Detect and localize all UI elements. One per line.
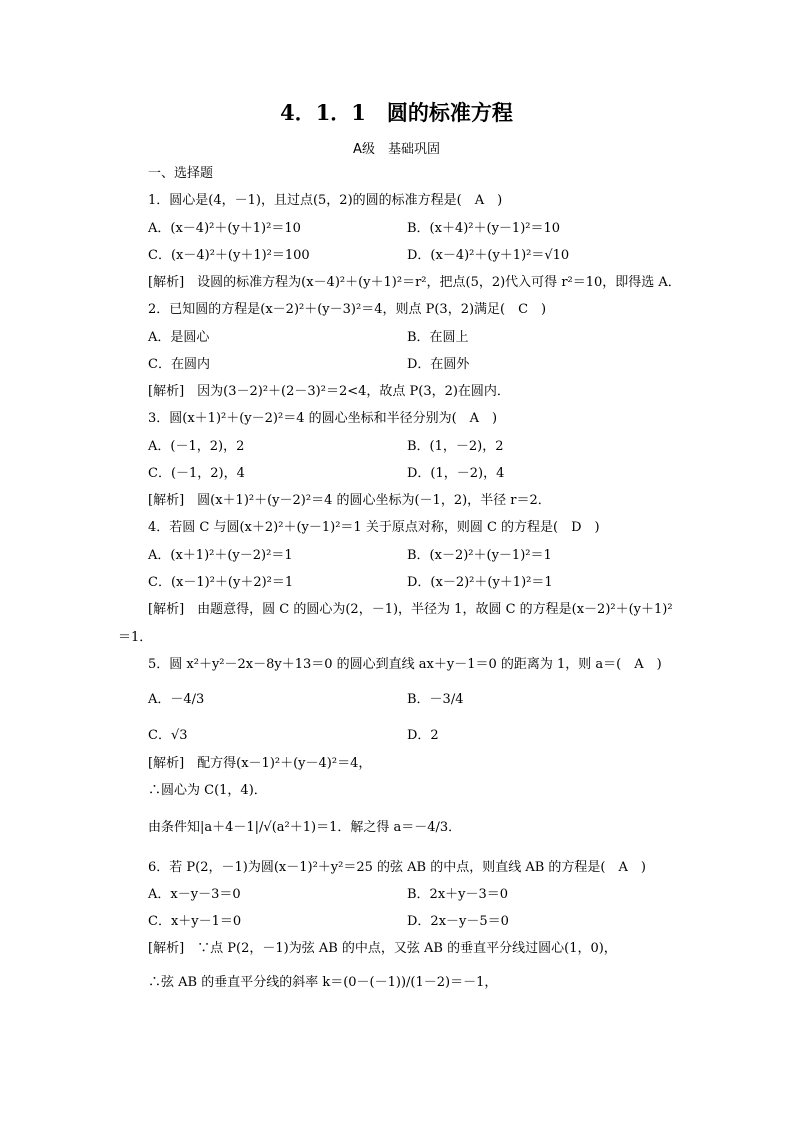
option-4d: D．(x－2)²＋(y＋1)²＝1: [407, 575, 553, 590]
option-2c: C．在圆内: [148, 357, 210, 372]
option-3d: D．(1，－2)，4: [407, 466, 505, 481]
option-4c: C．(x－1)²＋(y＋2)²＝1: [148, 575, 294, 590]
option-6c: C．x＋y－1＝0: [148, 914, 242, 929]
option-1d: D．(x－4)²＋(y＋1)²＝√10: [407, 248, 570, 263]
option-2b: B．在圆上: [407, 330, 469, 345]
page-title: 4．1．1 圆的标准方程: [280, 100, 513, 125]
option-1a: A．(x－4)²＋(y＋1)²＝10: [148, 221, 301, 236]
option-4b: B．(x－2)²＋(y－1)²＝1: [407, 548, 552, 563]
question-4: 4．若圆 C 与圆(x＋2)²＋(y－1)²＝1 关于原点对称，则圆 C 的方程是( D ): [148, 520, 600, 535]
option-6a: A．x－y－3＝0: [148, 887, 241, 902]
solution-5: [解析] 配方得(x－1)²＋(y－4)²＝4，: [148, 756, 372, 771]
level-heading: A级 基础巩固: [353, 142, 440, 157]
solution-1: [解析] 设圆的标准方程为(x－4)²＋(y＋1)²＝r²，把点(5，2)代入可得 r²＝10，即得选 A．: [148, 275, 681, 290]
solution-6-line2: ∴弦 AB 的垂直平分线的斜率 k＝(0－(－1))/(1－2)＝－1，: [148, 975, 498, 990]
option-6b: B．2x＋y－3＝0: [407, 887, 509, 902]
option-2a: A．是圆心: [148, 330, 210, 345]
option-5b: B．－3/4: [407, 692, 464, 707]
solution-4-cont: ＝1．: [118, 630, 153, 645]
option-6d: D．2x－y－5＝0: [407, 914, 509, 929]
solution-2: [解析] 因为(3－2)²＋(2－3)²＝2<4，故点 P(3，2)在圆内．: [148, 384, 510, 399]
option-5a: A．－4/3: [148, 692, 205, 707]
option-1c: C．(x－4)²＋(y＋1)²＝100: [148, 248, 310, 263]
option-4a: A．(x＋1)²＋(y－2)²＝1: [148, 548, 293, 563]
solution-3: [解析] 圆(x＋1)²＋(y－2)²＝4 的圆心坐标为(－1，2)，半径 r＝2．: [148, 493, 551, 508]
option-2d: D．在圆外: [407, 357, 470, 372]
option-5c: C．√3: [148, 728, 188, 743]
option-3b: B．(1，－2)，2: [407, 439, 504, 454]
option-1b: B．(x＋4)²＋(y－1)²＝10: [407, 221, 561, 236]
question-1: 1．圆心是(4，－1)，且过点(5，2)的圆的标准方程是( A ): [148, 193, 503, 208]
option-3c: C．(－1，2)，4: [148, 466, 245, 481]
question-2: 2．已知圆的方程是(x－2)²＋(y－3)²＝4，则点 P(3，2)满足( C ): [148, 302, 547, 317]
question-3: 3．圆(x＋1)²＋(y－2)²＝4 的圆心坐标和半径分别为( A ): [148, 411, 498, 426]
solution-4: [解析] 由题意得，圆 C 的圆心为(2，－1)，半径为 1，故圆 C 的方程是(x－2)²＋(y＋1)²: [148, 602, 673, 617]
question-6: 6．若 P(2，－1)为圆(x－1)²＋y²＝25 的弦 AB 的中点，则直线 AB 的方程是( A ): [148, 860, 646, 875]
option-3a: A．(－1，2)，2: [148, 439, 245, 454]
option-5d: D．2: [407, 728, 439, 743]
solution-5-line2: ∴圆心为 C(1，4)．: [148, 783, 267, 798]
section-heading: 一、选择题: [148, 166, 214, 181]
solution-5-line3: 由条件知|a＋4－1|/√(a²＋1)＝1．解之得 a＝－4/3．: [148, 820, 462, 835]
solution-6: [解析] ∵点 P(2，－1)为弦 AB 的中点，又弦 AB 的垂直平分线过圆心(1，0)，: [148, 941, 617, 956]
question-5: 5．圆 x²＋y²－2x－8y＋13＝0 的圆心到直线 ax＋y－1＝0 的距离为 1，则 a＝( A ): [148, 657, 662, 672]
